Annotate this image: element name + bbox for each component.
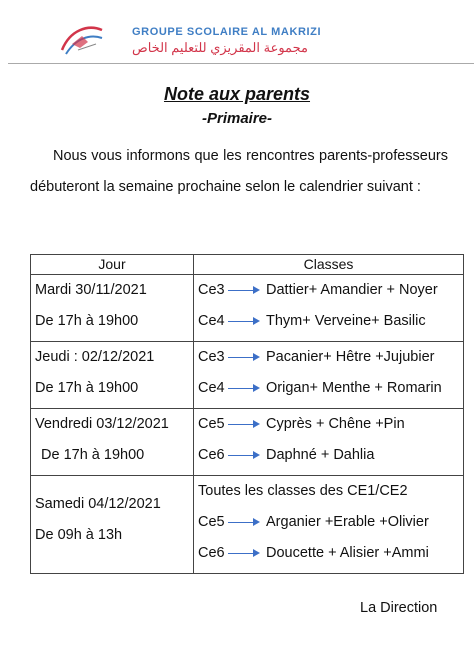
class-code: Ce5 — [198, 514, 225, 530]
class-line — [198, 377, 463, 408]
classes-cell — [194, 275, 464, 342]
class-code: Ce5 — [198, 416, 225, 432]
arrow-right-icon — [228, 413, 260, 435]
document-title: Note aux parents — [163, 84, 311, 104]
class-groups: Daphné + Dahlia — [266, 447, 375, 463]
classes-cell — [194, 409, 464, 476]
document-subtitle: -Primaire- — [201, 110, 273, 127]
day-label: Samedi 04/12/2021 — [35, 496, 161, 512]
class-code: Ce6 — [198, 447, 225, 463]
class-groups: Arganier +Erable +Olivier — [266, 514, 429, 530]
class-code: Ce3 — [198, 282, 225, 298]
arrow-right-icon — [228, 377, 260, 399]
class-groups: Origan+ Menthe + Romarin — [266, 380, 442, 396]
day-cell — [31, 275, 194, 342]
class-groups: Pacanier+ Hêtre +Jujubier — [266, 349, 435, 365]
class-code: Ce4 — [198, 380, 225, 396]
time-label: De 17h à 19h00 — [41, 447, 145, 463]
header-classes: Classes — [194, 255, 464, 275]
class-line — [198, 444, 463, 475]
time-label: De 17h à 19h00 — [35, 313, 139, 329]
class-groups: Doucette + Alisier +Ammi — [266, 545, 429, 561]
intro-paragraph: Nous vous informons que les rencontres parents-professeurs débuteront la semaine prochaine selon le calendrier suivant : — [30, 148, 448, 195]
class-groups: Dattier+ Amandier + Noyer — [266, 282, 438, 298]
day-label: Mardi 30/11/2021 — [35, 282, 147, 298]
class-note: Toutes les classes des CE1/CE2 — [198, 483, 408, 499]
class-line — [198, 542, 463, 573]
school-logo — [58, 20, 106, 58]
classes-cell — [194, 342, 464, 409]
day-cell — [31, 409, 194, 476]
arrow-right-icon — [228, 511, 260, 533]
school-name-fr: GROUPE SCOLAIRE AL MAKRIZI — [132, 26, 322, 38]
day-label: Vendredi 03/12/2021 — [35, 416, 169, 432]
time-label: De 17h à 19h00 — [35, 380, 139, 396]
day-cell — [31, 342, 194, 409]
schedule-table — [30, 254, 464, 574]
class-code: Ce4 — [198, 313, 225, 329]
day-label: Jeudi : 02/12/2021 — [35, 349, 155, 365]
table-row — [31, 342, 464, 409]
header-divider — [8, 63, 474, 64]
class-line — [198, 511, 463, 542]
table-header-row — [31, 255, 464, 275]
day-cell — [31, 476, 194, 574]
class-line — [198, 413, 463, 444]
class-code: Ce6 — [198, 545, 225, 561]
class-groups: Thym+ Verveine+ Basilic — [266, 313, 426, 329]
header-jour: Jour — [31, 255, 194, 275]
school-name-ar: مجموعة المقريزي للتعليم الخاص — [132, 40, 308, 55]
arrow-right-icon — [228, 279, 260, 301]
arrow-right-icon — [228, 310, 260, 332]
class-line — [198, 346, 463, 377]
class-line — [198, 310, 463, 341]
class-code: Ce3 — [198, 349, 225, 365]
classes-cell — [194, 476, 464, 574]
table-row — [31, 476, 464, 574]
class-groups: Cyprès + Chêne +Pin — [266, 416, 405, 432]
arrow-right-icon — [228, 542, 260, 564]
letterhead — [0, 0, 474, 66]
table-row — [31, 275, 464, 342]
arrow-right-icon — [228, 444, 260, 466]
table-row — [31, 409, 464, 476]
time-label: De 09h à 13h — [35, 527, 123, 543]
arrow-right-icon — [228, 346, 260, 368]
class-line — [198, 279, 463, 310]
signature: La Direction — [360, 600, 438, 616]
